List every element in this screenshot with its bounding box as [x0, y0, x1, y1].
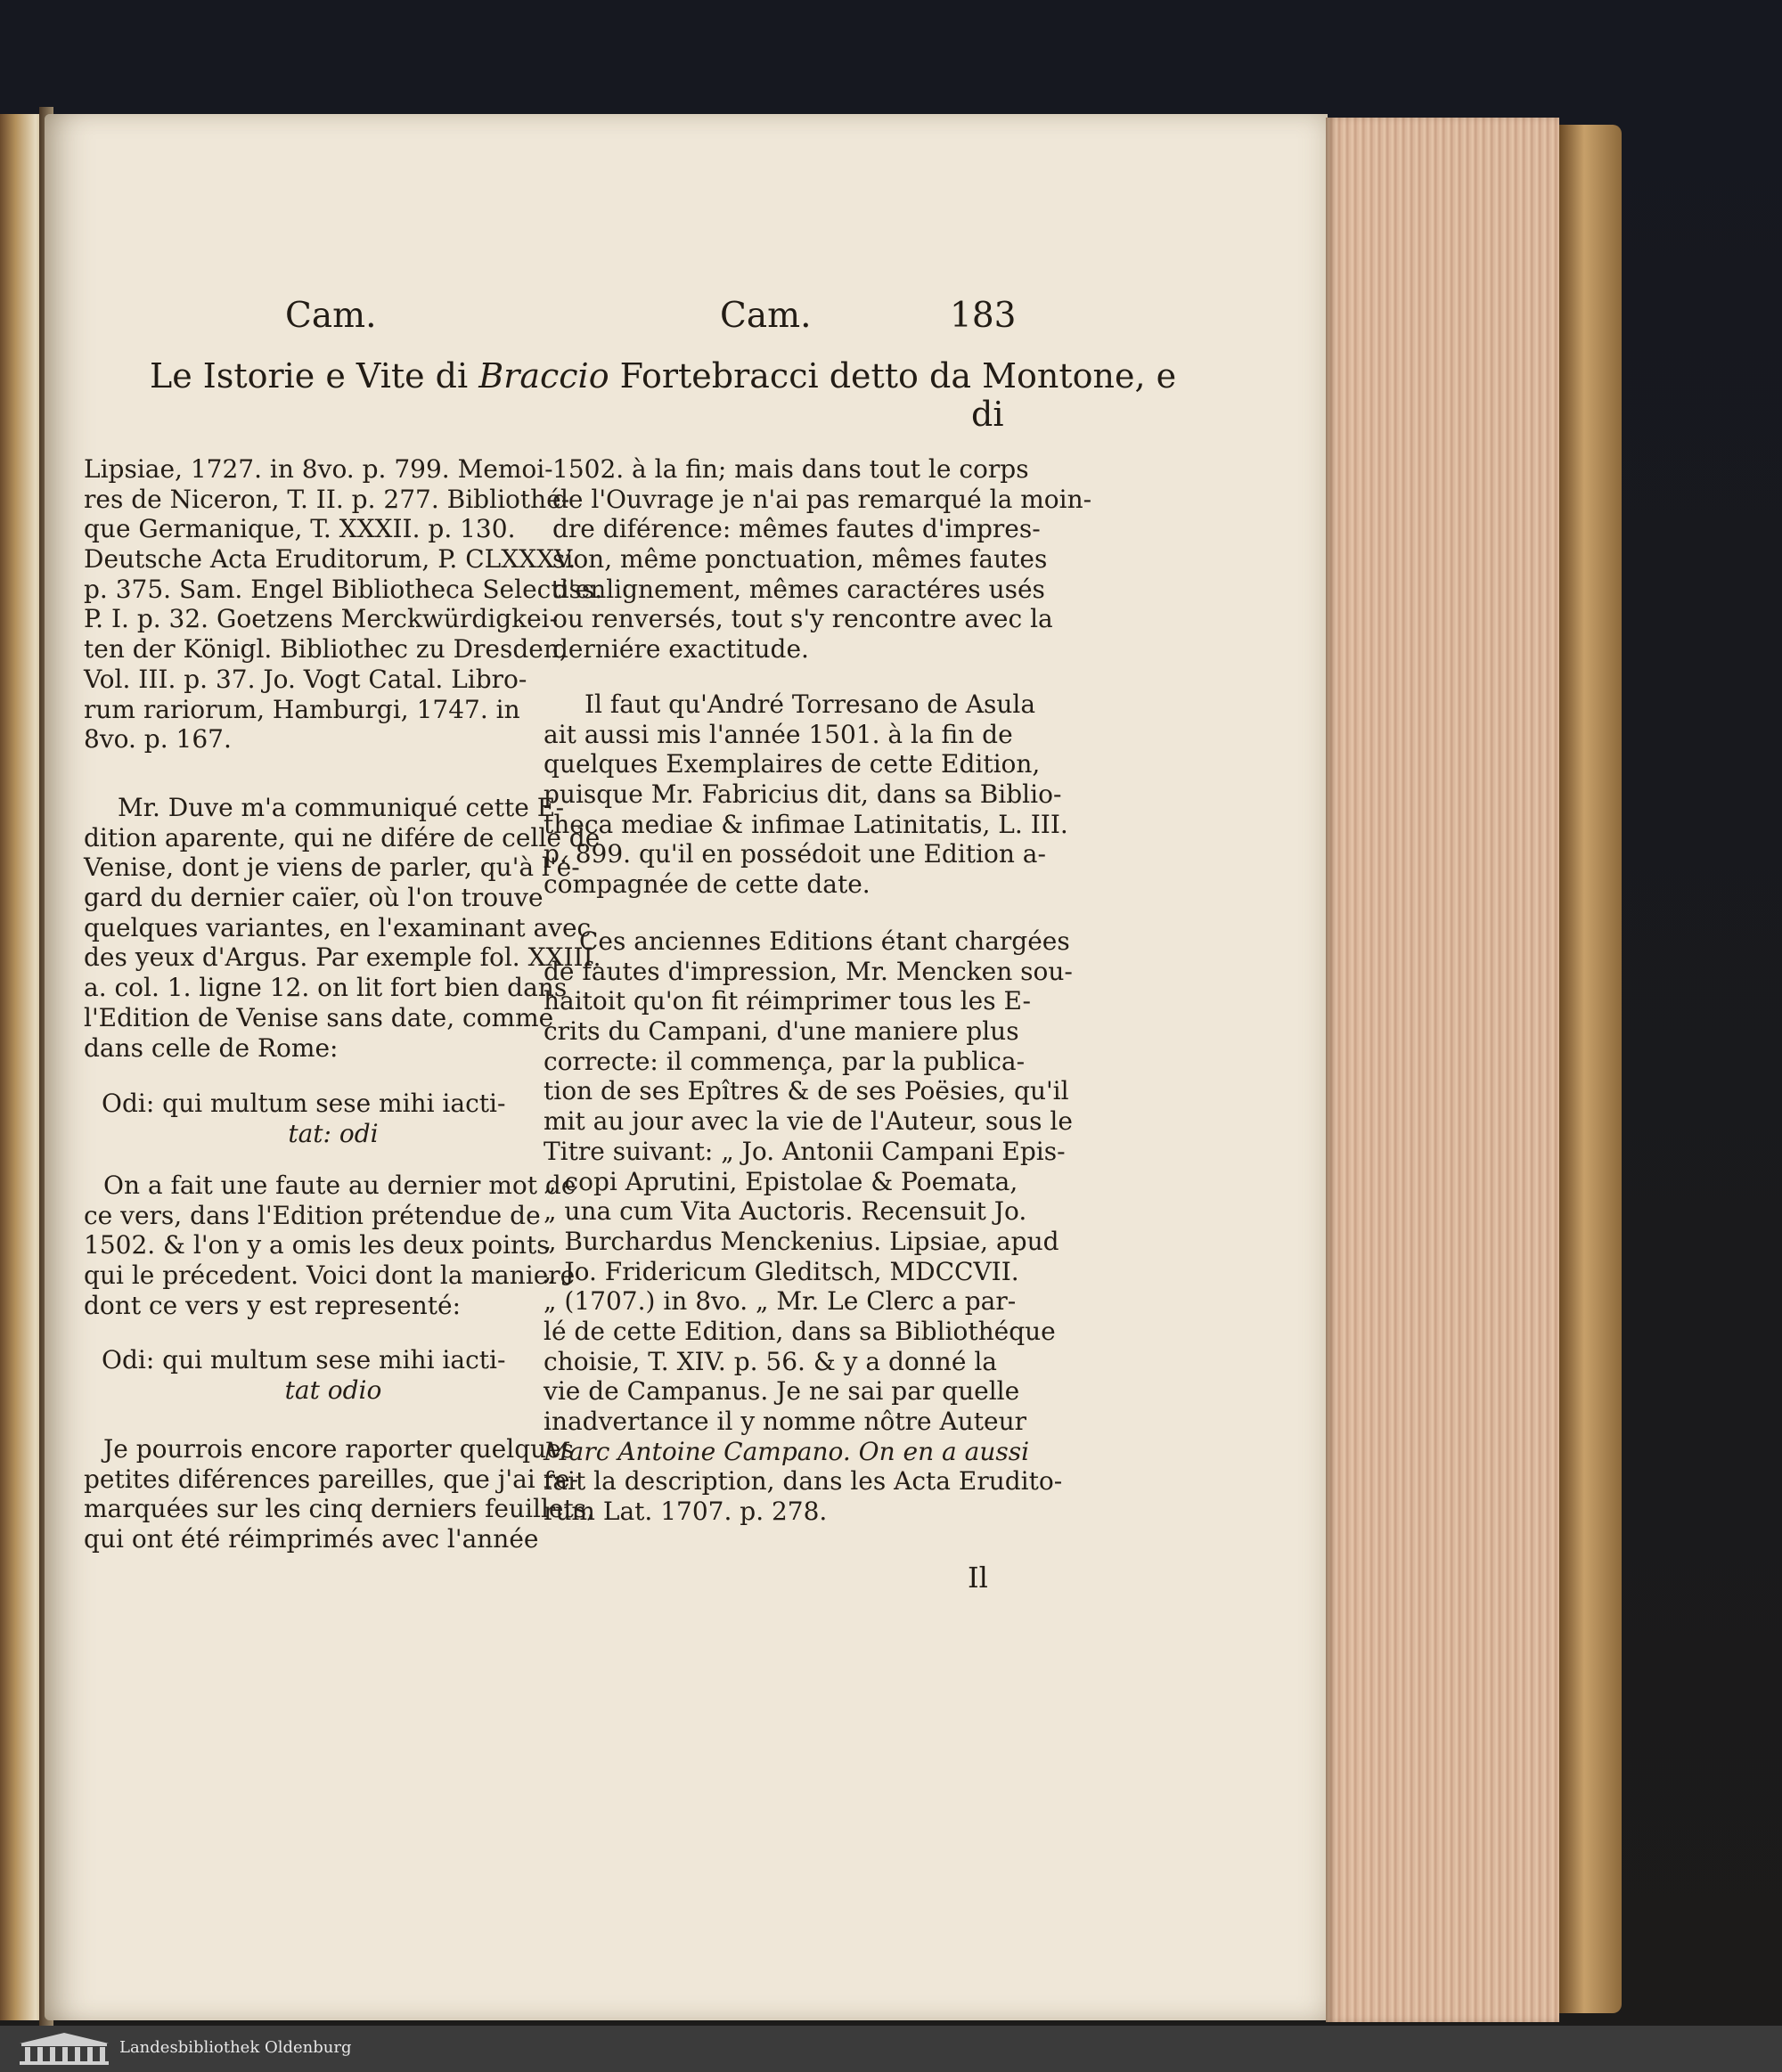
text-line: petites diférences pareilles, que j'ai re- [84, 1464, 579, 1494]
text-line: l'Edition de Venise sans date, comme [84, 1002, 554, 1032]
title-part-1: Le Istorie e Vite di [150, 356, 479, 396]
text-line: dans celle de Rome: [84, 1032, 339, 1063]
text-line: des yeux d'Argus. Par exemple fol. XXIII. [84, 942, 601, 973]
text-line: Mr. Duve m'a communiqué cette E- [118, 793, 565, 822]
text-line: ten der Königl. Bibliothec zu Dresden, [84, 634, 568, 665]
text-line: vie de Campanus. Je ne sai par quelle [544, 1376, 1020, 1407]
catchword: Il [968, 1561, 988, 1595]
left-column-para-1 [84, 454, 602, 755]
text-line: sion, même ponctuation, mêmes fautes [552, 544, 1048, 575]
verse-line: tat odio [284, 1375, 382, 1405]
text-line: quelques variantes, en l'examinant avec [84, 912, 592, 942]
footer-label: Landesbibliothek Oldenburg [119, 2038, 352, 2057]
text-line: theca mediae & infimae Latinitatis, L. III. [544, 809, 1068, 839]
text-line: rum Lat. 1707. p. 278. [544, 1497, 828, 1527]
text-line: Lipsiae, 1727. in 8vo. p. 799. Memoi- [84, 454, 553, 484]
text-line: ou renversés, tout s'y rencontre avec la [552, 604, 1053, 634]
title-line [150, 356, 1176, 396]
text-line: dont ce vers y est representé: [84, 1290, 462, 1320]
library-building-icon [14, 2031, 114, 2067]
right-column-para-1 [552, 454, 1091, 665]
text-line: res de Niceron, T. II. p. 277. Bibliothé- [84, 484, 570, 514]
text-line: de l'Ouvrage je n'ai pas remarqué la moin- [552, 484, 1092, 514]
text-line: „ Burchardus Menckenius. Lipsiae, apud [544, 1226, 1059, 1256]
title-part-2: Braccio [478, 356, 609, 396]
text-line: p. 375. Sam. Engel Bibliotheca Selectiss. [84, 574, 603, 604]
page-number: 183 [950, 296, 1017, 336]
text-line: compagnée de cette date. [544, 869, 871, 900]
text-line: quelques Exemplaires de cette Edition, [544, 749, 1041, 779]
left-column-para-2 [84, 793, 601, 1063]
text-line: Il faut qu'André Torresano de Asula [584, 689, 1036, 719]
text-line: 1502. & l'on y a omis les deux points [84, 1230, 550, 1260]
text-line: derniére exactitude. [552, 634, 809, 665]
running-head-left: Cam. [285, 296, 377, 336]
text-line: „ (1707.) in 8vo. „ Mr. Le Clerc a par- [544, 1286, 1017, 1317]
title-continuation: di [971, 395, 1004, 434]
footer-bar [0, 2026, 1782, 2072]
text-line: fait la description, dans les Acta Erudito- [544, 1466, 1063, 1497]
text-line: ait aussi mis l'année 1501. à la fin de [544, 719, 1013, 749]
cover-edge [1559, 125, 1622, 2013]
text-line: Ces anciennes Editions étant chargées [579, 926, 1070, 956]
text-line: que Germanique, T. XXXII. p. 130. [84, 514, 516, 544]
text-line: dition aparente, qui ne difére de celle de [84, 822, 601, 852]
text-line: d'enlignement, mêmes caractéres usés [552, 574, 1045, 604]
verse-line: tat: odi [288, 1118, 379, 1148]
text-line: „ copi Aprutini, Epistolae & Poemata, [544, 1166, 1018, 1196]
text-line: a. col. 1. ligne 12. on lit fort bien dans [84, 973, 568, 1003]
text-line: 1502. à la fin; mais dans tout le corps [552, 454, 1029, 484]
left-page-edge [0, 114, 45, 2020]
text-line: Deutsche Acta Eruditorum, P. CLXXXV. [84, 544, 576, 575]
running-head-center: Cam. [720, 296, 812, 336]
text-line: Marc Antoine Campano. On en a aussi [544, 1436, 1030, 1466]
left-column-verse-2 [84, 1345, 511, 1405]
left-column-para-3 [84, 1171, 576, 1320]
text-line: Venise, dont je viens de parler, qu'à l'é- [84, 852, 580, 883]
text-line: „ Jo. Fridericum Gleditsch, MDCCVII. [544, 1256, 1019, 1286]
text-line: On a fait une faute au dernier mot de [103, 1171, 576, 1200]
verse-line: Odi: qui multum sese mihi iacti- [102, 1089, 506, 1118]
text-line: Je pourrois encore raporter quelques [103, 1434, 575, 1464]
text-line: haitoit qu'on fit réimprimer tous les E- [544, 986, 1031, 1016]
text-line: qui le précedent. Voici dont la maniere [84, 1260, 576, 1291]
left-column-verse-1 [84, 1089, 511, 1148]
text-line: mit au jour avec la vie de l'Auteur, sous le [544, 1106, 1073, 1137]
text-line: crits du Campani, d'une maniere plus [544, 1016, 1019, 1047]
verse-line: Odi: qui multum sese mihi iacti- [102, 1345, 506, 1375]
text-line: p. 899. qu'il en possédoit une Edition a- [544, 839, 1046, 869]
text-line: marquées sur les cinq derniers feuillets, [84, 1494, 594, 1524]
text-line: inadvertance il y nomme nôtre Auteur [544, 1407, 1026, 1436]
text-line: rum rariorum, Hamburgi, 1747. in [84, 694, 520, 724]
text-line: lé de cette Edition, dans sa Bibliothéque [544, 1316, 1056, 1346]
text-line: ce vers, dans l'Edition prétendue de [84, 1200, 541, 1230]
text-line: de fautes d'impression, Mr. Mencken sou- [544, 956, 1073, 986]
text-line: correcte: il commença, par la publica- [544, 1046, 1026, 1076]
text-line: 8vo. p. 167. [84, 724, 232, 755]
text-line: tion de ses Epîtres & de ses Poësies, qu'il [544, 1076, 1069, 1106]
title-part-3: Fortebracci detto da Montone, e [609, 356, 1177, 396]
text-line: P. I. p. 32. Goetzens Merckwürdigkei- [84, 604, 559, 634]
text-line: dre diférence: mêmes fautes d'impres- [552, 514, 1041, 544]
text-line: „ una cum Vita Auctoris. Recensuit Jo. [544, 1196, 1027, 1227]
left-column-para-4 [84, 1434, 594, 1554]
text-line: choisie, T. XIV. p. 56. & y a donné la [544, 1346, 997, 1376]
text-line: Vol. III. p. 37. Jo. Vogt Catal. Libro- [84, 664, 527, 694]
text-line: qui ont été réimprimés avec l'année [84, 1524, 539, 1554]
page-stack-edge [1326, 118, 1559, 2022]
text-line: puisque Mr. Fabricius dit, dans sa Biblio- [544, 779, 1062, 810]
text-line: gard du dernier caïer, où l'on trouve [84, 883, 544, 913]
right-column-para-3 [544, 926, 1073, 1527]
right-column-para-2 [544, 689, 1068, 900]
text-line: Titre suivant: „ Jo. Antonii Campani Epis- [544, 1136, 1066, 1166]
